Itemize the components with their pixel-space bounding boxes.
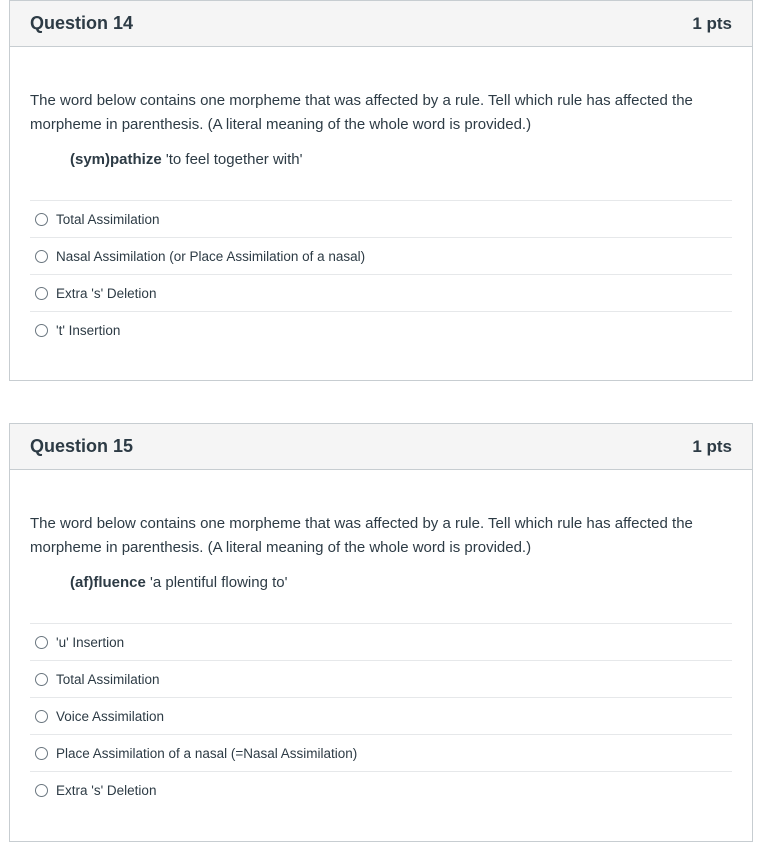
answer-option[interactable]: [30, 735, 732, 772]
answer-label: Nasal Assimilation (or Place Assimilation of a nasal): [56, 248, 366, 264]
answer-label: Extra 's' Deletion: [56, 783, 157, 798]
answer-option[interactable]: [30, 624, 732, 661]
answer-label: Total Assimilation: [56, 671, 160, 687]
radio-button[interactable]: [35, 287, 48, 300]
radio-button[interactable]: [35, 213, 48, 226]
answer-option[interactable]: [30, 275, 732, 312]
question-body: [10, 47, 752, 349]
radio-button[interactable]: [35, 636, 48, 649]
answer-label: Place Assimilation of a nasal (=Nasal Assimilation): [56, 745, 358, 761]
answer-label: Extra 's' Deletion: [56, 285, 157, 301]
word-gloss: 'a plentiful flowing to': [145, 574, 288, 591]
question-body: [10, 470, 752, 809]
question-title: Question 15: [30, 436, 134, 456]
question-header: [10, 424, 752, 470]
answer-option[interactable]: [30, 312, 732, 349]
answer-list: [30, 200, 732, 349]
radio-button[interactable]: [35, 784, 48, 797]
radio-button[interactable]: [35, 324, 48, 337]
question-14: [9, 0, 753, 381]
question-word: [70, 149, 732, 171]
answer-option[interactable]: [30, 238, 732, 275]
question-prompt: The word below contains one morpheme that was affected by a rule. Tell which rule has affected the morpheme in parenthesis. (A literal meaning of the whole word is provided.): [30, 92, 693, 133]
question-title: Question 14: [30, 13, 134, 33]
question-prompt: The word below contains one morpheme that was affected by a rule. Tell which rule has affected the morpheme in parenthesis. (A literal meaning of the whole word is provided.): [30, 515, 693, 556]
question-points: 1 pts: [692, 13, 732, 33]
answer-label: 'u' Insertion: [56, 634, 125, 650]
answer-option[interactable]: [30, 772, 732, 809]
morpheme-word: (sym)pathize: [70, 151, 162, 168]
radio-button[interactable]: [35, 710, 48, 723]
answer-label: 't' Insertion: [56, 323, 121, 338]
question-header: [10, 1, 752, 47]
answer-option[interactable]: [30, 201, 732, 238]
answer-list: [30, 623, 732, 809]
question-points: 1 pts: [692, 436, 732, 456]
morpheme-word: (af)fluence: [70, 574, 146, 591]
answer-label: Total Assimilation: [56, 211, 160, 227]
radio-button[interactable]: [35, 747, 48, 760]
answer-option[interactable]: [30, 661, 732, 698]
radio-button[interactable]: [35, 250, 48, 263]
answer-label: Voice Assimilation: [56, 708, 165, 724]
radio-button[interactable]: [35, 673, 48, 686]
word-gloss: 'to feel together with': [161, 151, 303, 168]
question-word: [70, 572, 732, 594]
answer-option[interactable]: [30, 698, 732, 735]
question-15: [9, 423, 753, 842]
